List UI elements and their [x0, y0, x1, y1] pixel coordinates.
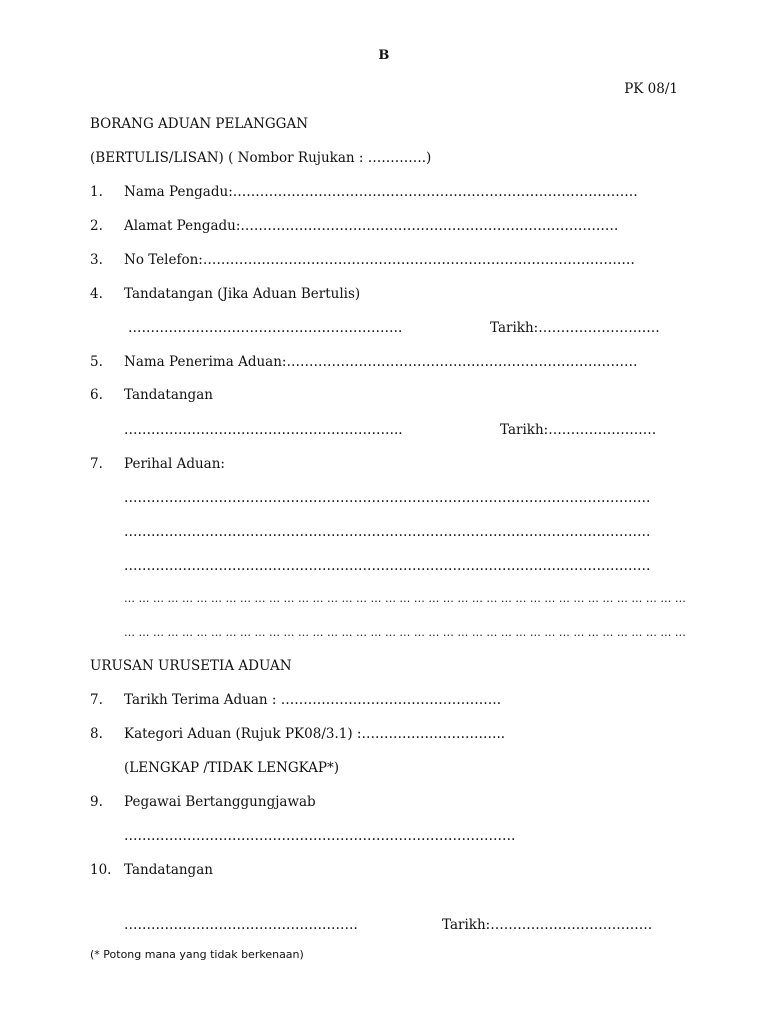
form-type: (BERTULIS/LISAN) ( Nombor Rujukan : ………….)	[90, 150, 432, 166]
field-pegawai: Pegawai Bertanggungjawab	[124, 794, 316, 810]
field-tandatangan-pegawai: Tandatangan	[124, 862, 213, 878]
page-title: B	[378, 48, 390, 63]
item-number: 8.	[90, 726, 103, 742]
item-number: 3.	[90, 252, 103, 268]
date-field: Tarikh:……………………	[500, 422, 657, 438]
field-nama-penerima: Nama Penerima Aduan:……………………………………………………………………	[124, 354, 638, 370]
item-number: 5.	[90, 354, 103, 370]
form-heading: BORANG ADUAN PELANGGAN	[90, 116, 309, 132]
complaint-line: ………………………………………………………………………………………………………	[124, 558, 651, 574]
item-number: 2.	[90, 218, 103, 234]
section-heading: URUSAN URUSETIA ADUAN	[90, 658, 292, 674]
item-number: 6.	[90, 387, 103, 403]
date-field: Tarikh:………………………	[490, 320, 660, 336]
field-tandatangan-pengadu: Tandatangan (Jika Aduan Bertulis)	[124, 286, 361, 302]
footnote: (* Potong mana yang tidak berkenaan)	[90, 948, 304, 961]
field-kategori-aduan: Kategori Aduan (Rujuk PK08/3.1) :…………………………..	[124, 726, 506, 742]
item-number: 7.	[90, 692, 103, 708]
field-no-telefon: No Telefon:……………………………………………………………………………………	[124, 252, 635, 268]
field-tandatangan-penerima: Tandatangan	[124, 387, 213, 403]
officer-line: ……………………………………………………………………………	[124, 828, 516, 844]
field-perihal-aduan: Perihal Aduan:	[124, 456, 225, 472]
field-tarikh-terima: Tarikh Terima Aduan : ………………………………………….	[124, 692, 502, 708]
complaint-line: … … … … … … … … … … … … … … … … … … … … … … … … … … … … … … … … … … … … … … …	[124, 626, 686, 639]
date-field: Tarikh:………………………………	[442, 917, 653, 933]
item-number: 9.	[90, 794, 103, 810]
field-alamat-pengadu: Alamat Pengadu:…………………………………………………………………………	[124, 218, 619, 234]
item-number: 4.	[90, 286, 103, 302]
signature-line: …………………………………………….	[124, 917, 358, 933]
item-number: 1.	[90, 184, 103, 200]
form-code: PK 08/1	[624, 81, 678, 97]
item-number: 7.	[90, 456, 103, 472]
field-nama-pengadu: Nama Pengadu:………………………………………………………………………………	[124, 184, 638, 200]
item-number: 10.	[90, 862, 112, 878]
complaint-line: … … … … … … … … … … … … … … … … … … … … … … … … … … … … … … … … … … … … … … …	[124, 592, 686, 605]
category-options: (LENGKAP /TIDAK LENGKAP*)	[124, 760, 339, 776]
signature-line: …………………………………………………….	[128, 320, 403, 336]
signature-line: ……………………………………………………..	[124, 422, 403, 438]
complaint-line: ………………………………………………………………………………………………………	[124, 524, 651, 540]
complaint-line: ………………………………………………………………………………………………………	[124, 490, 651, 506]
